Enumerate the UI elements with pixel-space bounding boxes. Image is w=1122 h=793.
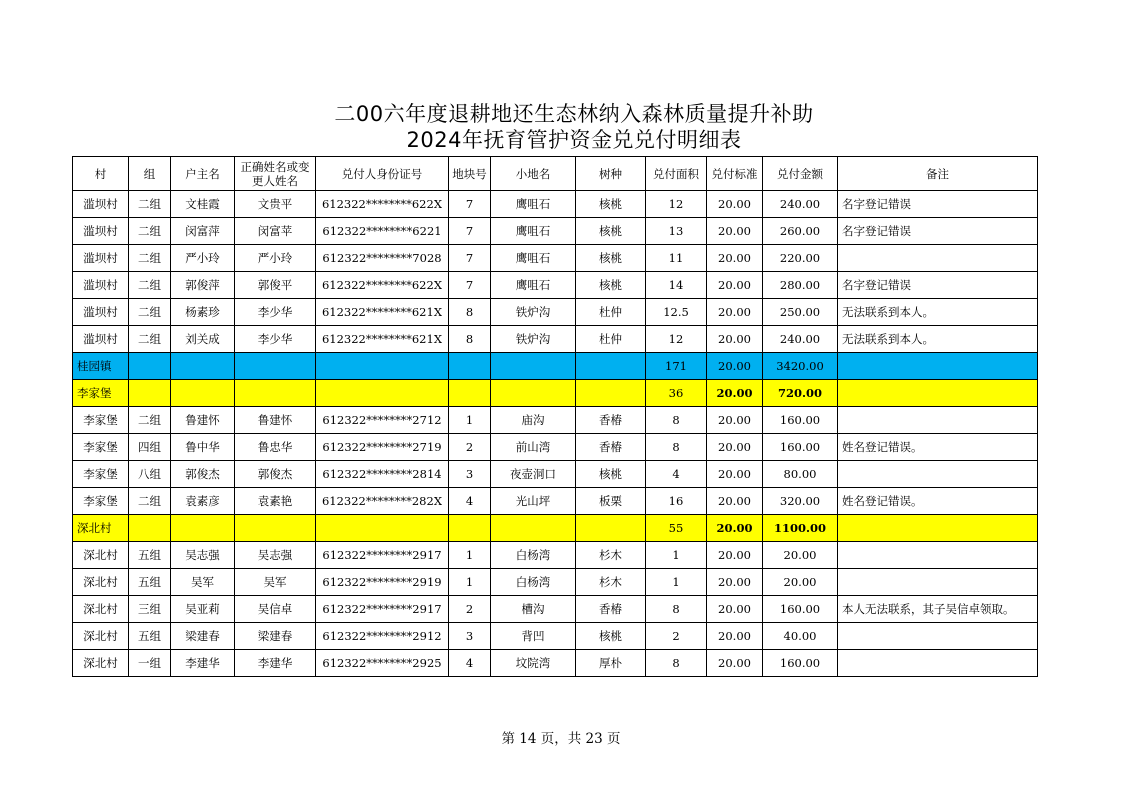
col-plot-no-cell: 3: [449, 461, 491, 488]
col-plot-no-cell: 2: [449, 434, 491, 461]
col-tree-species-cell: 核桃: [576, 245, 646, 272]
col-place-name-cell: [491, 515, 576, 542]
col-corrected-name-cell: 鲁忠华: [235, 434, 316, 461]
col-village-cell: 李家堡: [73, 461, 129, 488]
document-title-line2: 2024年抚育管护资金兑兑付明细表: [406, 128, 742, 152]
col-tree-species-cell: 核桃: [576, 191, 646, 218]
col-standard-cell: 20.00: [707, 650, 763, 677]
col-standard-cell: 20.00: [707, 245, 763, 272]
col-village-cell: 李家堡: [73, 434, 129, 461]
col-standard-cell: 20.00: [707, 542, 763, 569]
col-tree-species-cell: [576, 515, 646, 542]
col-standard-cell: 20.00: [707, 272, 763, 299]
col-area-cell: 1: [646, 542, 707, 569]
col-standard-cell: 20.00: [707, 191, 763, 218]
col-village-cell: 李家堡: [73, 407, 129, 434]
col-remarks-cell: 名字登记错误: [838, 218, 1038, 245]
col-plot-no-cell: 7: [449, 272, 491, 299]
col-tree-species-cell: 核桃: [576, 461, 646, 488]
col-group-cell: [129, 380, 171, 407]
col-village-cell: 滥坝村: [73, 218, 129, 245]
col-area-cell: 171: [646, 353, 707, 380]
table-row: [73, 218, 1038, 245]
col-standard-cell: 20.00: [707, 461, 763, 488]
col-corrected-name-cell: 闵富苹: [235, 218, 316, 245]
col-corrected-name-cell: 严小玲: [235, 245, 316, 272]
col-amount-cell: 720.00: [763, 380, 838, 407]
village-subtotal-row: [73, 515, 1038, 542]
col-area-cell: 12: [646, 191, 707, 218]
col-standard-cell: 20.00: [707, 218, 763, 245]
col-plot-no-cell: 7: [449, 191, 491, 218]
col-group-cell: 八组: [129, 461, 171, 488]
table-row: [73, 488, 1038, 515]
col-householder-cell: 李建华: [171, 650, 235, 677]
col-corrected-name-cell: 郭俊杰: [235, 461, 316, 488]
col-id-number-cell: 612322********621X: [316, 326, 449, 353]
col-householder-cell: 袁素彦: [171, 488, 235, 515]
col-id-number-cell: 612322********2719: [316, 434, 449, 461]
col-place-name-cell: 光山坪: [491, 488, 576, 515]
col-tree-species-cell: 杜仲: [576, 326, 646, 353]
col-id-number-cell: 612322********6221: [316, 218, 449, 245]
col-remarks-cell: [838, 407, 1038, 434]
col-village-cell: 李家堡: [73, 380, 129, 407]
col-householder-cell: 郭俊萍: [171, 272, 235, 299]
col-plot-no-cell: [449, 380, 491, 407]
col-tree-species-cell: 厚朴: [576, 650, 646, 677]
col-area-cell: 55: [646, 515, 707, 542]
col-tree-species-header: 树种: [576, 157, 646, 191]
col-tree-species-cell: 核桃: [576, 218, 646, 245]
col-amount-cell: 160.00: [763, 434, 838, 461]
col-plot-no-cell: 1: [449, 569, 491, 596]
col-standard-cell: 20.00: [707, 434, 763, 461]
col-village-cell: 深北村: [73, 515, 129, 542]
col-group-cell: 二组: [129, 218, 171, 245]
col-householder-cell: [171, 353, 235, 380]
col-amount-cell: 40.00: [763, 623, 838, 650]
col-standard-cell: 20.00: [707, 299, 763, 326]
col-remarks-cell: [838, 380, 1038, 407]
table-row: [73, 245, 1038, 272]
col-tree-species-cell: 板栗: [576, 488, 646, 515]
col-group-cell: 二组: [129, 326, 171, 353]
col-amount-header: 兑付金额: [763, 157, 838, 191]
col-area-cell: 4: [646, 461, 707, 488]
col-corrected-name-cell: 李建华: [235, 650, 316, 677]
col-group-cell: [129, 515, 171, 542]
table-row: [73, 623, 1038, 650]
col-village-cell: 深北村: [73, 596, 129, 623]
col-amount-cell: 80.00: [763, 461, 838, 488]
col-remarks-cell: 名字登记错误: [838, 191, 1038, 218]
col-group-cell: 二组: [129, 407, 171, 434]
col-group-cell: 二组: [129, 245, 171, 272]
table-row: [73, 596, 1038, 623]
col-amount-cell: 160.00: [763, 596, 838, 623]
col-place-name-cell: 白杨湾: [491, 569, 576, 596]
col-place-name-cell: 槽沟: [491, 596, 576, 623]
col-area-cell: 16: [646, 488, 707, 515]
col-tree-species-cell: 香椿: [576, 434, 646, 461]
col-village-cell: 滥坝村: [73, 299, 129, 326]
col-amount-cell: 220.00: [763, 245, 838, 272]
col-corrected-name-cell: [235, 353, 316, 380]
col-amount-cell: 1100.00: [763, 515, 838, 542]
table-row: [73, 569, 1038, 596]
col-amount-cell: 320.00: [763, 488, 838, 515]
col-householder-cell: 闵富萍: [171, 218, 235, 245]
table-row: [73, 407, 1038, 434]
table-row: [73, 542, 1038, 569]
col-householder-cell: 文桂霞: [171, 191, 235, 218]
town-subtotal-row: [73, 353, 1038, 380]
col-id-number-cell: 612322********2925: [316, 650, 449, 677]
col-id-number-cell: 612322********2912: [316, 623, 449, 650]
col-id-number-header: 兑付人身份证号: [316, 157, 449, 191]
col-remarks-cell: [838, 461, 1038, 488]
col-tree-species-cell: 杉木: [576, 542, 646, 569]
col-village-cell: 桂园镇: [73, 353, 129, 380]
table-row: [73, 299, 1038, 326]
col-plot-no-cell: 1: [449, 542, 491, 569]
col-tree-species-cell: [576, 353, 646, 380]
col-group-cell: 二组: [129, 488, 171, 515]
col-corrected-name-cell: 梁建春: [235, 623, 316, 650]
col-group-cell: 二组: [129, 299, 171, 326]
table-row: [73, 461, 1038, 488]
col-remarks-cell: [838, 353, 1038, 380]
col-area-cell: 12.5: [646, 299, 707, 326]
col-corrected-name-cell: 吴军: [235, 569, 316, 596]
col-corrected-name-cell: 郭俊平: [235, 272, 316, 299]
col-village-cell: 滥坝村: [73, 272, 129, 299]
col-id-number-cell: 612322********622X: [316, 272, 449, 299]
col-standard-cell: 20.00: [707, 569, 763, 596]
col-group-cell: 五组: [129, 569, 171, 596]
col-group-cell: 三组: [129, 596, 171, 623]
col-householder-cell: [171, 380, 235, 407]
col-plot-no-cell: 7: [449, 245, 491, 272]
col-householder-cell: 鲁中华: [171, 434, 235, 461]
col-group-cell: 五组: [129, 542, 171, 569]
col-tree-species-cell: 香椿: [576, 596, 646, 623]
col-remarks-cell: [838, 623, 1038, 650]
col-corrected-name-header: 正确姓名或变更人姓名: [235, 157, 316, 191]
col-area-cell: 14: [646, 272, 707, 299]
col-standard-cell: 20.00: [707, 596, 763, 623]
col-remarks-cell: 姓名登记错误。: [838, 488, 1038, 515]
col-remarks-cell: 名字登记错误: [838, 272, 1038, 299]
col-standard-cell: 20.00: [707, 326, 763, 353]
col-householder-cell: 鲁建怀: [171, 407, 235, 434]
col-area-cell: 8: [646, 650, 707, 677]
col-householder-cell: 吴志强: [171, 542, 235, 569]
col-id-number-cell: [316, 380, 449, 407]
col-amount-cell: 3420.00: [763, 353, 838, 380]
col-place-name-cell: 铁炉沟: [491, 326, 576, 353]
col-amount-cell: 240.00: [763, 191, 838, 218]
col-tree-species-cell: 杉木: [576, 569, 646, 596]
col-area-cell: 11: [646, 245, 707, 272]
col-place-name-cell: 前山湾: [491, 434, 576, 461]
col-place-name-cell: 夜壶洞口: [491, 461, 576, 488]
col-place-name-cell: 鹰咀石: [491, 191, 576, 218]
col-tree-species-cell: 核桃: [576, 272, 646, 299]
col-remarks-cell: 姓名登记错误。: [838, 434, 1038, 461]
payment-detail-table: [72, 156, 1038, 677]
col-corrected-name-cell: [235, 380, 316, 407]
col-plot-no-cell: 3: [449, 623, 491, 650]
col-householder-cell: 吴亚莉: [171, 596, 235, 623]
table-row: [73, 434, 1038, 461]
col-householder-header: 户主名: [171, 157, 235, 191]
col-area-cell: 12: [646, 326, 707, 353]
col-householder-cell: 严小玲: [171, 245, 235, 272]
col-id-number-cell: 612322********622X: [316, 191, 449, 218]
col-standard-cell: 20.00: [707, 515, 763, 542]
col-plot-no-header: 地块号: [449, 157, 491, 191]
col-plot-no-cell: [449, 353, 491, 380]
col-plot-no-cell: 4: [449, 488, 491, 515]
col-area-cell: 1: [646, 569, 707, 596]
col-place-name-cell: [491, 380, 576, 407]
col-place-name-cell: 坟院湾: [491, 650, 576, 677]
col-plot-no-cell: 4: [449, 650, 491, 677]
col-group-cell: 四组: [129, 434, 171, 461]
col-group-cell: 五组: [129, 623, 171, 650]
col-remarks-cell: 无法联系到本人。: [838, 326, 1038, 353]
col-householder-cell: 梁建春: [171, 623, 235, 650]
col-place-name-cell: 鹰咀石: [491, 218, 576, 245]
col-remarks-cell: 本人无法联系，其子吴信卓领取。: [838, 596, 1038, 623]
col-place-name-cell: [491, 353, 576, 380]
col-tree-species-cell: 香椿: [576, 407, 646, 434]
col-village-cell: 深北村: [73, 569, 129, 596]
col-remarks-cell: [838, 245, 1038, 272]
col-area-cell: 2: [646, 623, 707, 650]
col-amount-cell: 160.00: [763, 407, 838, 434]
document-title-line1: 二00六年度退耕地还生态林纳入森林质量提升补助: [334, 102, 814, 126]
col-id-number-cell: [316, 353, 449, 380]
col-plot-no-cell: 2: [449, 596, 491, 623]
col-standard-header: 兑付标准: [707, 157, 763, 191]
col-group-cell: [129, 353, 171, 380]
col-standard-cell: 20.00: [707, 380, 763, 407]
col-id-number-cell: 612322********2917: [316, 542, 449, 569]
col-id-number-cell: 612322********2919: [316, 569, 449, 596]
table-header-row: [73, 157, 1038, 191]
col-householder-cell: 杨素珍: [171, 299, 235, 326]
village-subtotal-row: [73, 380, 1038, 407]
col-remarks-cell: [838, 515, 1038, 542]
table-row: [73, 326, 1038, 353]
col-tree-species-cell: [576, 380, 646, 407]
col-plot-no-cell: 1: [449, 407, 491, 434]
col-area-cell: 8: [646, 407, 707, 434]
col-place-name-cell: 庙沟: [491, 407, 576, 434]
col-standard-cell: 20.00: [707, 407, 763, 434]
col-amount-cell: 260.00: [763, 218, 838, 245]
col-place-name-cell: 铁炉沟: [491, 299, 576, 326]
col-plot-no-cell: [449, 515, 491, 542]
col-group-cell: 二组: [129, 191, 171, 218]
col-amount-cell: 20.00: [763, 542, 838, 569]
col-place-name-cell: 背凹: [491, 623, 576, 650]
col-area-cell: 8: [646, 434, 707, 461]
col-plot-no-cell: 8: [449, 299, 491, 326]
col-amount-cell: 240.00: [763, 326, 838, 353]
col-householder-cell: 郭俊杰: [171, 461, 235, 488]
col-village-cell: 深北村: [73, 542, 129, 569]
col-plot-no-cell: 7: [449, 218, 491, 245]
col-id-number-cell: 612322********7028: [316, 245, 449, 272]
col-village-cell: 深北村: [73, 650, 129, 677]
col-place-name-cell: 鹰咀石: [491, 272, 576, 299]
col-group-cell: 二组: [129, 272, 171, 299]
col-area-header: 兑付面积: [646, 157, 707, 191]
col-id-number-cell: 612322********282X: [316, 488, 449, 515]
col-remarks-cell: [838, 542, 1038, 569]
col-id-number-cell: [316, 515, 449, 542]
page-footer: 第 14 页，共 23 页: [501, 731, 621, 747]
col-householder-cell: 吴军: [171, 569, 235, 596]
col-place-name-cell: 鹰咀石: [491, 245, 576, 272]
col-amount-cell: 280.00: [763, 272, 838, 299]
col-standard-cell: 20.00: [707, 623, 763, 650]
col-id-number-cell: 612322********2814: [316, 461, 449, 488]
col-group-header: 组: [129, 157, 171, 191]
col-place-name-cell: 白杨湾: [491, 542, 576, 569]
col-remarks-cell: [838, 569, 1038, 596]
col-village-header: 村: [73, 157, 129, 191]
col-corrected-name-cell: 吴志强: [235, 542, 316, 569]
col-remarks-cell: 无法联系到本人。: [838, 299, 1038, 326]
col-place-name-header: 小地名: [491, 157, 576, 191]
col-corrected-name-cell: 袁素艳: [235, 488, 316, 515]
col-village-cell: 李家堡: [73, 488, 129, 515]
col-amount-cell: 20.00: [763, 569, 838, 596]
col-id-number-cell: 612322********2917: [316, 596, 449, 623]
table-row: [73, 272, 1038, 299]
col-householder-cell: 刘关成: [171, 326, 235, 353]
col-id-number-cell: 612322********2712: [316, 407, 449, 434]
table-row: [73, 650, 1038, 677]
col-village-cell: 滥坝村: [73, 326, 129, 353]
col-remarks-header: 备注: [838, 157, 1038, 191]
col-standard-cell: 20.00: [707, 488, 763, 515]
col-corrected-name-cell: 鲁建怀: [235, 407, 316, 434]
col-village-cell: 滥坝村: [73, 245, 129, 272]
col-plot-no-cell: 8: [449, 326, 491, 353]
col-area-cell: 13: [646, 218, 707, 245]
col-area-cell: 8: [646, 596, 707, 623]
col-tree-species-cell: 核桃: [576, 623, 646, 650]
col-corrected-name-cell: 吴信卓: [235, 596, 316, 623]
col-householder-cell: [171, 515, 235, 542]
col-standard-cell: 20.00: [707, 353, 763, 380]
col-id-number-cell: 612322********621X: [316, 299, 449, 326]
col-corrected-name-cell: 李少华: [235, 326, 316, 353]
col-group-cell: 一组: [129, 650, 171, 677]
col-village-cell: 深北村: [73, 623, 129, 650]
col-remarks-cell: [838, 650, 1038, 677]
col-area-cell: 36: [646, 380, 707, 407]
col-corrected-name-cell: 李少华: [235, 299, 316, 326]
col-tree-species-cell: 杜仲: [576, 299, 646, 326]
col-village-cell: 滥坝村: [73, 191, 129, 218]
col-corrected-name-cell: [235, 515, 316, 542]
col-corrected-name-cell: 文贵平: [235, 191, 316, 218]
col-amount-cell: 250.00: [763, 299, 838, 326]
table-row: [73, 191, 1038, 218]
col-amount-cell: 160.00: [763, 650, 838, 677]
